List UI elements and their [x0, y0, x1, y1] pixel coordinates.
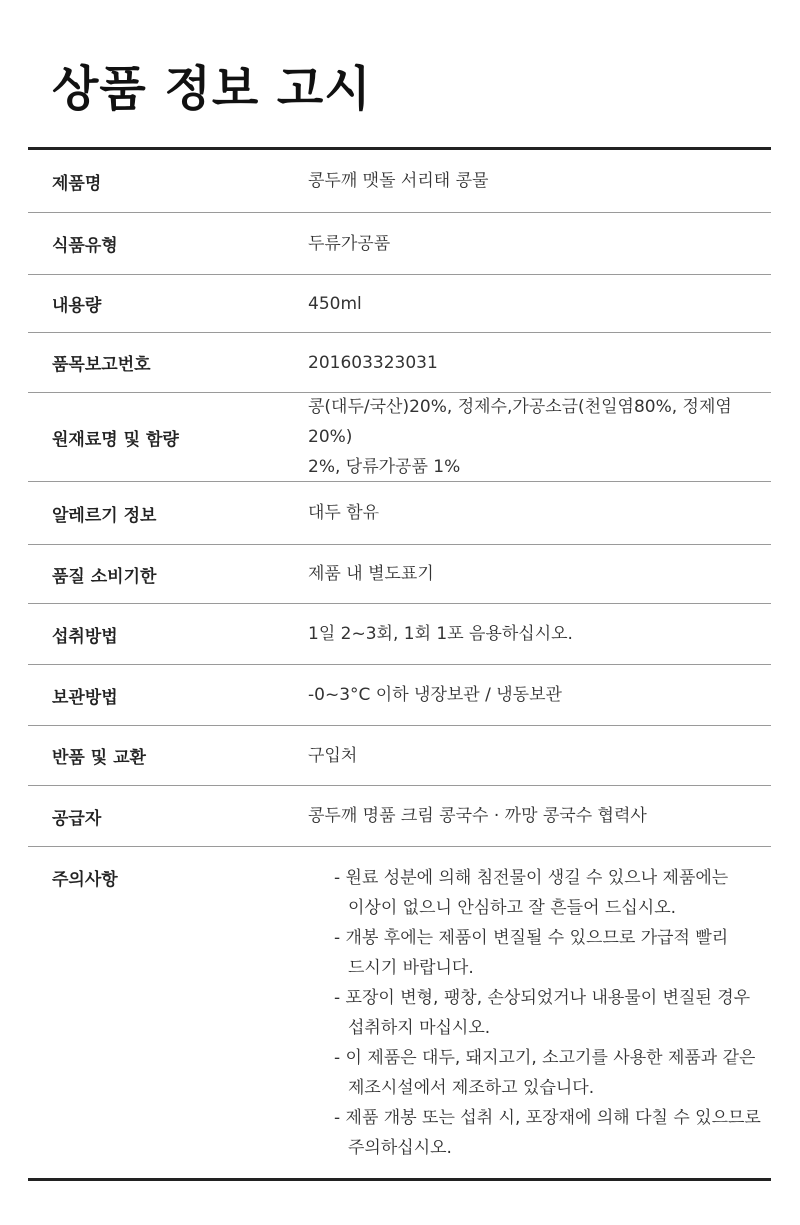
row-supplier: [28, 786, 771, 847]
row-intake: [28, 604, 771, 665]
row-value: 450ml: [308, 293, 362, 314]
page-title: 상품 정보 고시: [52, 61, 372, 117]
row-value: 콩두깨 맷돌 서리태 콩물: [308, 171, 489, 191]
row-label: 섭취방법: [52, 626, 118, 647]
caution-item: - 이 제품은 대두, 돼지고기, 소고기를 사용한 제품과 같은 제조시설에서 제조하고 있습니다.: [334, 1048, 756, 1098]
row-allergy: [28, 482, 771, 545]
row-value: 두류가공품: [308, 233, 391, 254]
caution-item: - 원료 성분에 의해 침전물이 생길 수 있으나 제품에는 이상이 없으니 안심하고 잘 흔들어 드십시오.: [334, 868, 729, 918]
row-value: -0~3°C 이하 냉장보관 / 냉동보관: [308, 685, 562, 705]
row-label: 보관방법: [52, 687, 118, 708]
row-report-number: [28, 333, 771, 393]
caution-item: - 제품 개봉 또는 섭취 시, 포장재에 의해 다칠 수 있으므로 주의하십시오.: [334, 1108, 761, 1158]
row-returns: [28, 726, 771, 786]
row-value: 대두 함유: [308, 503, 380, 523]
cautions-list: [334, 863, 763, 1163]
row-expiry: [28, 545, 771, 604]
row-food-type: [28, 213, 771, 275]
row-label: 알레르기 정보: [52, 505, 157, 526]
row-label: 주의사항: [52, 870, 118, 890]
row-label: 공급자: [52, 808, 102, 829]
row-label: 내용량: [52, 296, 102, 316]
row-label: 원재료명 및 함량: [52, 429, 179, 450]
row-value: 제품 내 별도표기: [308, 564, 434, 584]
product-info-table: [28, 147, 771, 1181]
row-label: 품질 소비기한: [52, 566, 157, 587]
row-cautions: [28, 847, 771, 1178]
caution-item: - 개봉 후에는 제품이 변질될 수 있으므로 가급적 빨리 드시기 바랍니다.: [334, 928, 729, 978]
row-label: 식품유형: [52, 236, 118, 256]
ingredients-line-1: 콩(대두/국산)20%, 정제수,가공소금(천일염80%, 정제염20%): [308, 397, 732, 447]
row-label: 반품 및 교환: [52, 748, 146, 768]
row-label: 품목보고번호: [52, 355, 151, 375]
caution-item: - 포장이 변형, 팽창, 손상되었거나 내용물이 변질된 경우 섭취하지 마십시오.: [334, 988, 751, 1038]
row-storage: [28, 665, 771, 726]
row-label: 제품명: [52, 173, 102, 194]
row-product-name: [28, 150, 771, 213]
row-value: 1일 2~3회, 1회 1포 음용하십시오.: [308, 624, 573, 644]
ingredients-line-2: 2%, 당류가공품 1%: [308, 457, 461, 477]
row-ingredients: [28, 393, 771, 482]
row-value: 콩두깨 명품 크림 콩국수 · 까망 콩국수 협력사: [308, 806, 647, 826]
row-volume: [28, 275, 771, 333]
row-value: 구입처: [308, 745, 358, 766]
row-value: 201603323031: [308, 352, 438, 373]
row-value: [308, 392, 763, 482]
